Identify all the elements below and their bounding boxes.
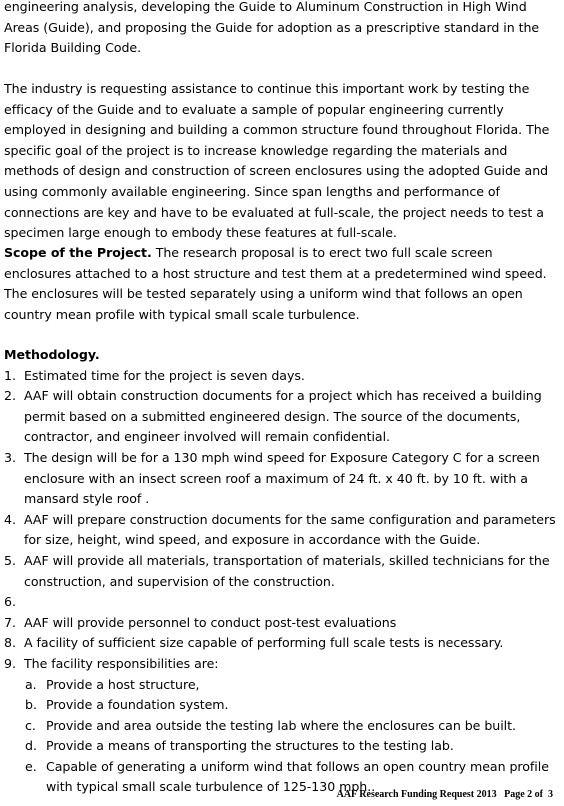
scope-text: The research proposal is to erect two full scale screen enclosures attached to a host structure and test them at a predetermined wind speed. The enclosures will be tested separately using a uniform wind that follows an open country mean profile with typical small scale turbulence. xyxy=(4,245,547,322)
page-footer: AAF Research Funding Request 2013 Page 2 of 3 xyxy=(336,789,553,800)
facility-sub-item: b. Provide a foundation system. xyxy=(25,697,229,713)
methodology-item: 5. AAF will provide all materials, transportation of materials, skilled technicians for the construction, and supervision of the construction. xyxy=(4,552,550,589)
methodology-item: 9. The facility responsibilities are: xyxy=(4,655,219,671)
methodology-item: 8. A facility of sufficient size capable of performing full scale tests is necessary. xyxy=(4,635,504,651)
methodology-item: 7. AAF will provide personnel to conduct post-test evaluations xyxy=(4,614,397,630)
facility-sub-item: e. Capable of generating a uniform wind that follows an open country mean profile with typical small scale turbulence of 125-130 mph.. xyxy=(25,758,549,795)
facility-sub-item: c. Provide and area outside the testing lab where the enclosures can be built. xyxy=(25,717,516,733)
methodology-item: 3. The design will be for a 130 mph wind speed for Exposure Category C for a screen enclosure with an insect screen roof a maximum of 24 ft. x 40 ft. by 10 ft. with a mansard style roof . xyxy=(4,449,540,507)
scope-heading: Scope of the Project. xyxy=(4,245,152,260)
scope-paragraph xyxy=(4,243,560,325)
industry-paragraph: The industry is requesting assistance to continue this important work by testing the efficacy of the Guide and to evaluate a sample of popular engineering currently employed in designing and building a common structure found throughout Florida. The specific goal of the project is to increase knowledge regarding the materials and methods of design and construction of screen enclosures using the adopted Guide and using commonly available engineering. Since span lengths and performance of connections are key and have to be evaluated at full-scale, the project needs to test a specimen large enough to embody these features at full-scale. xyxy=(4,81,550,241)
methodology-list xyxy=(4,366,560,798)
methodology-item: 4. AAF will prepare construction documents for the same configuration and parameters for size, height, wind speed, and exposure in accordance with the Guide. xyxy=(4,511,556,548)
facility-sub-item: a. Provide a host structure, xyxy=(25,676,200,692)
intro-paragraph: engineering analysis, developing the Guide to Aluminum Construction in High Wind Areas (Guide), and proposing the Guide for adoption as a prescriptive standard in the Florida Building Code. xyxy=(4,0,540,56)
facility-sub-item: d. Provide a means of transporting the structures to the testing lab. xyxy=(25,738,454,754)
methodology-section xyxy=(4,345,560,798)
methodology-heading: Methodology. xyxy=(4,347,100,362)
methodology-item: 1. Estimated time for the project is seven days. xyxy=(4,367,305,383)
methodology-item: 2. AAF will obtain construction documents for a project which has received a building permit based on a submitted engineered design. The source of the documents, contractor, and engineer involved will remain confidential. xyxy=(4,388,542,445)
methodology-item: 6. xyxy=(4,594,16,610)
